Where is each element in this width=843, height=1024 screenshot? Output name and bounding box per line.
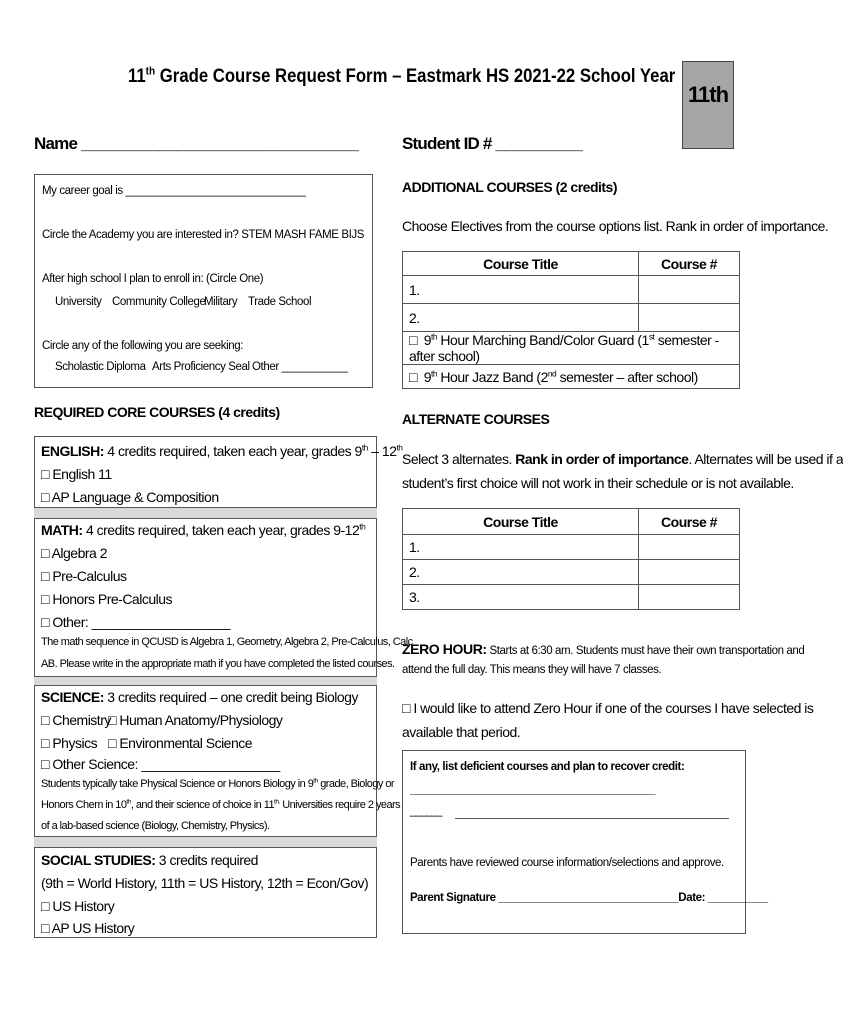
after-hs-question: After high school I plan to enroll in: (Circle One) [42, 273, 264, 285]
zero-hour-text: Starts at 6:30 am. Students must have their own transportation and [486, 645, 805, 657]
science-label: SCIENCE: [41, 689, 104, 705]
col-course-title: Course Title [403, 509, 639, 535]
note-text: Honors Chem in 10 [41, 799, 127, 811]
social-label: SOCIAL STUDIES: [41, 852, 156, 868]
sup: th [396, 442, 403, 453]
sup: th [126, 798, 131, 806]
english-range: – 12 [367, 443, 397, 459]
checkbox-environmental-science[interactable]: □ Environmental Science [108, 735, 253, 751]
title-grade: 11 [128, 66, 146, 87]
note-text: Students typically take Physical Science or Honors Biology in 9 [41, 778, 314, 790]
science-note [41, 778, 394, 790]
checkbox-math-other[interactable]: □ Other: ___________________ [41, 614, 231, 630]
option-trade-school[interactable]: Trade School [248, 296, 312, 308]
alternate-courses-table [402, 508, 740, 610]
grade-badge-label: 11th [688, 82, 729, 107]
title-text: Grade Course Request Form – Eastmark HS 2021-22 School Year [155, 66, 676, 87]
divider-bar [34, 836, 377, 848]
math-note: The math sequence in QCUSD is Algebra 1, Geometry, Algebra 2, Pre-Calculus, Calc [41, 636, 413, 648]
seeking-scholastic-diploma[interactable]: Scholastic Diploma [55, 361, 146, 373]
parent-review-statement: Parents have reviewed course information/selections and approve. [410, 857, 724, 869]
sup: th [313, 777, 318, 785]
checkbox-pre-calculus[interactable]: □ Pre-Calculus [41, 568, 127, 584]
col-course-num: Course # [639, 509, 740, 535]
page-title [128, 66, 675, 88]
option-military[interactable]: Military [204, 296, 238, 308]
deficient-courses-line[interactable]: ______ [410, 805, 442, 817]
option-community-college[interactable]: Community College [112, 296, 206, 308]
social-studies-years: (9th = World History, 11th = US History, 12th = Econ/Gov) [41, 875, 369, 891]
zero-hour-info [402, 641, 804, 657]
course-num-cell[interactable] [639, 560, 740, 585]
student-id-field[interactable]: Student ID # __________ [402, 134, 583, 153]
deficient-courses-line[interactable]: _______________________________________________ [410, 784, 655, 796]
checkbox-chemistry[interactable]: □ Chemistry [41, 712, 111, 728]
checkbox-anatomy[interactable]: □ Human Anatomy/Physiology [108, 712, 283, 728]
table-row-label[interactable]: 1. [403, 535, 639, 560]
parent-approval-box [402, 750, 746, 934]
parent-signature-field[interactable]: Parent Signature ______________________________Date: __________ [410, 892, 768, 904]
checkbox-us-history[interactable]: □ US History [41, 898, 115, 914]
course-num-cell[interactable] [639, 585, 740, 610]
math-label: MATH: [41, 522, 83, 538]
table-row-label[interactable]: 1. [403, 276, 639, 304]
additional-courses-heading: ADDITIONAL COURSES (2 credits) [402, 179, 617, 195]
academy-question[interactable]: Circle the Academy you are interested in? STEM MASH FAME BIJS [42, 229, 365, 241]
social-requirement: 3 credits required [155, 852, 258, 868]
table-row-label[interactable]: 2. [403, 560, 639, 585]
name-field[interactable]: Name ________________________________ [34, 134, 358, 153]
alternate-instructions [402, 451, 843, 467]
checkbox-algebra-2[interactable]: □ Algebra 2 [41, 545, 108, 561]
sup: th. [274, 798, 280, 806]
alternate-instructions: student’s first choice will not work in their schedule or is not available. [402, 475, 794, 491]
math-note: AB. Please write in the appropriate math if you have completed the listed courses. [41, 658, 395, 670]
social-studies-heading [41, 852, 258, 868]
english-requirement: 4 credits required, taken each year, grades 9 [103, 443, 362, 459]
title-sup: th [145, 65, 156, 78]
checkbox-marching-band[interactable]: □ 9th Hour Marching Band/Color Guard (1st semester - after school) [403, 332, 740, 365]
checkbox-physics[interactable]: □ Physics [41, 735, 98, 751]
english-heading [41, 443, 402, 459]
additional-courses-table [402, 251, 740, 389]
checkbox-other-science[interactable]: □ Other Science: ___________________ [41, 756, 280, 772]
checkbox-jazz-band[interactable]: □ 9th Hour Jazz Band (2nd semester – after school) [403, 365, 740, 389]
science-requirement: 3 credits required – one credit being Biology [103, 689, 358, 705]
checkbox-zero-hour[interactable]: □ I would like to attend Zero Hour if one of the courses I have selected is [402, 700, 814, 716]
zero-hour-info: attend the full day. This means they will have 7 classes. [402, 664, 662, 676]
seeking-question: Circle any of the following you are seeking: [42, 340, 244, 352]
text: . Alternates will be used if a [688, 451, 843, 467]
deficient-courses-prompt: If any, list deficient courses and plan to recover credit: [410, 761, 685, 773]
course-num-cell[interactable] [639, 276, 740, 304]
checkbox-ap-language[interactable]: □ AP Language & Composition [41, 489, 219, 505]
note-text: , and their science of choice in 11 [130, 799, 275, 811]
checkbox-english-11[interactable]: □ English 11 [41, 466, 112, 482]
divider-bar [34, 676, 377, 686]
table-row-label[interactable]: 3. [403, 585, 639, 610]
divider-bar [34, 507, 377, 519]
additional-instructions: Choose Electives from the course options list. Rank in order of importance. [402, 218, 829, 234]
note-text: grade, Biology or [317, 778, 395, 790]
course-num-cell[interactable] [639, 535, 740, 560]
zero-hour-check-cont: available that period. [402, 724, 521, 740]
course-num-cell[interactable] [639, 304, 740, 332]
option-university[interactable]: University [55, 296, 102, 308]
zero-hour-label: ZERO HOUR: [402, 641, 487, 657]
text: Select 3 alternates. [402, 451, 516, 467]
checkbox-honors-pre-calculus[interactable]: □ Honors Pre-Calculus [41, 591, 173, 607]
table-row-label[interactable]: 2. [403, 304, 639, 332]
math-requirement: 4 credits required, taken each year, grades 9-12 [82, 522, 360, 538]
grade-badge [682, 61, 734, 149]
col-course-num: Course # [639, 252, 740, 276]
sup: th [361, 442, 368, 453]
sup: th [359, 521, 366, 532]
checkbox-ap-us-history[interactable]: □ AP US History [41, 920, 135, 936]
science-note: of a lab-based science (Biology, Chemistry, Physics). [41, 820, 270, 832]
science-heading [41, 689, 358, 705]
science-note [41, 799, 400, 811]
deficient-courses-rule [455, 818, 729, 819]
required-core-heading: REQUIRED CORE COURSES (4 credits) [34, 404, 280, 420]
col-course-title: Course Title [403, 252, 639, 276]
seeking-arts-seal[interactable]: Arts Proficiency Seal [152, 361, 250, 373]
career-goal-field[interactable]: My career goal is ______________________________ [42, 185, 306, 197]
alternate-courses-heading: ALTERNATE COURSES [402, 411, 550, 427]
seeking-other[interactable]: Other ___________ [252, 361, 348, 373]
math-heading [41, 522, 365, 538]
note-text: Universities require 2 years [279, 799, 401, 811]
english-label: ENGLISH: [41, 443, 104, 459]
text-bold: Rank in order of importance [515, 451, 689, 467]
